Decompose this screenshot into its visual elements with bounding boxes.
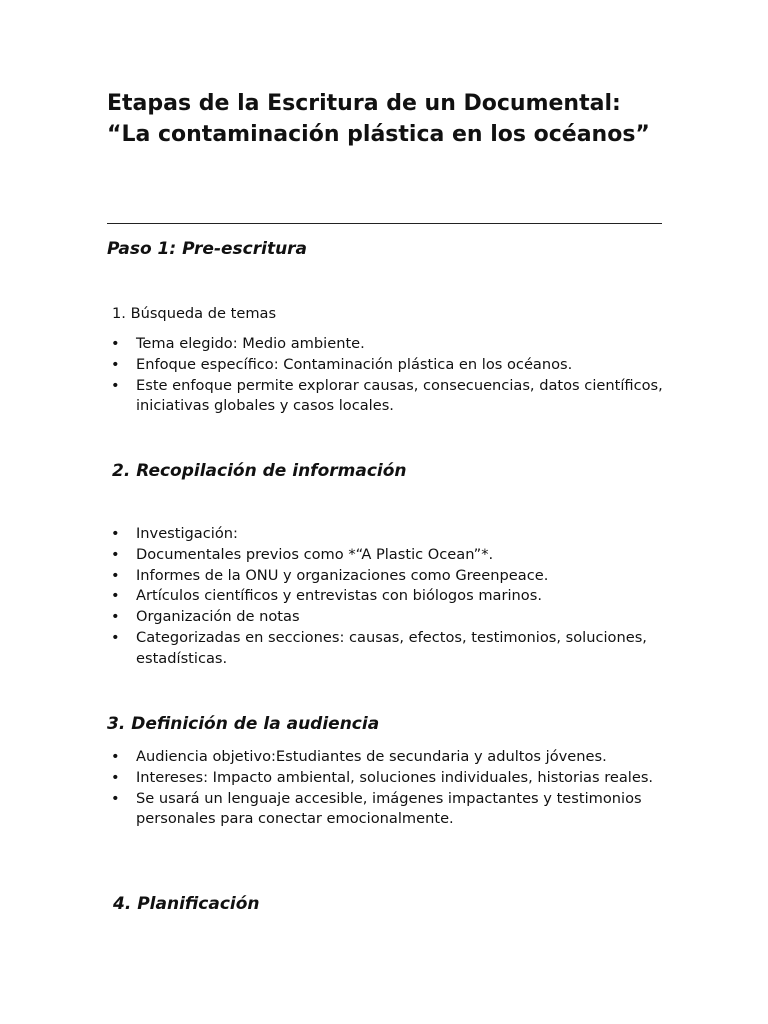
document-page (107, 0, 663, 1024)
section-heading-recopilacion: 2. Recopilación de información (112, 461, 407, 481)
section-heading-pre-escritura: Paso 1: Pre-escritura (107, 239, 308, 259)
bullet-list-audiencia (107, 747, 663, 830)
document-title: Etapas de la Escritura de un Documental: “La contaminación plástica en los océanos” (107, 91, 650, 147)
subitem-busqueda-de-temas: 1. Búsqueda de temas (112, 305, 277, 322)
list-item: • Artículos científicos y entrevistas con biólogos marinos. (107, 586, 663, 607)
list-item: • Categorizadas en secciones: causas, efectos, testimonios, soluciones, estadísticas. (107, 628, 663, 670)
list-item: • Intereses: Impacto ambiental, soluciones individuales, historias reales. (107, 768, 663, 789)
bullet-list-recopilacion (107, 524, 663, 670)
section-heading-audiencia: 3. Definición de la audiencia (107, 714, 380, 734)
list-item: • Este enfoque permite explorar causas, consecuencias, datos científicos, iniciativas globales y casos locales. (107, 376, 663, 418)
list-item: • Tema elegido: Medio ambiente. (107, 334, 663, 355)
section-heading-planificacion: 4. Planificación (113, 894, 260, 914)
list-item: • Enfoque específico: Contaminación plástica en los océanos. (107, 355, 663, 376)
list-item: • Informes de la ONU y organizaciones como Greenpeace. (107, 566, 663, 587)
bullet-list-busqueda (107, 334, 663, 417)
list-item: • Audiencia objetivo:Estudiantes de secundaria y adultos jóvenes. (107, 747, 663, 768)
list-item: • Documentales previos como *“A Plastic Ocean”*. (107, 545, 663, 566)
horizontal-divider (107, 223, 662, 224)
list-item: • Investigación: (107, 524, 663, 545)
list-item: • Organización de notas (107, 607, 663, 628)
list-item: • Se usará un lenguaje accesible, imágenes impactantes y testimonios personales para conectar emocionalmente. (107, 789, 663, 831)
